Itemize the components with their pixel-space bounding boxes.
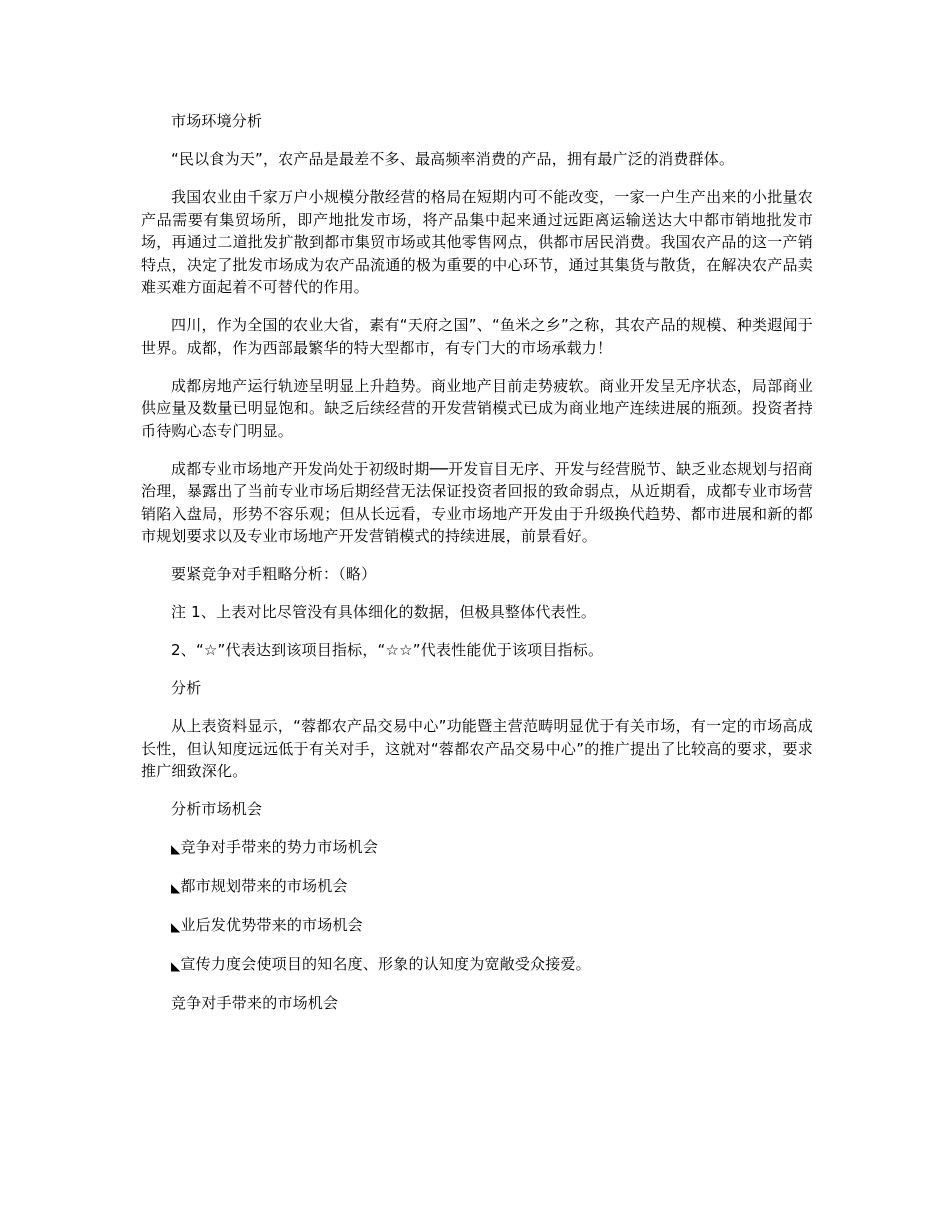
bullet-item <box>141 914 813 938</box>
bullet-item <box>141 836 813 860</box>
bullet-text: 宣传力度会使项目的知名度、形象的认知度为宽敞受众接爱。 <box>180 955 591 973</box>
bullet-text: 都市规划带来的市场机会 <box>180 877 348 895</box>
body-paragraph: 从上表资料显示，“蓉都农产品交易中心”功能暨主营范畴明显优于有关市场，有一定的市场高成长性，但认知度远远低于有关对手，这就对“蓉都农产品交易中心”的推广提出了比较高的要求，要求推广细致深化。 <box>141 717 813 780</box>
section-heading: 竞争对手带来的市场机会 <box>171 994 339 1012</box>
section-heading: 分析 <box>171 679 202 697</box>
bullet-text: 竞争对手带来的势力市场机会 <box>180 838 379 856</box>
body-paragraph: 成都房地产运行轨迹呈明显上升趋势。商业地产目前走势疲软。商业开发呈无序状态，局部商业供应量及数量已明显饱和。缺乏后续经营的开发营销模式已成为商业地产连续进展的瓶颈。投资者持币待购心态专门明显。 <box>141 376 813 440</box>
body-paragraph: 注 1、上表对比尽管没有具体细化的数据，但极具整体代表性。 <box>171 603 597 621</box>
body-paragraph: 要紧竞争对手粗略分析：（略） <box>171 565 377 583</box>
section-heading: 分析市场机会 <box>171 800 263 818</box>
triangle-bullet-icon: ◣ <box>171 881 181 895</box>
triangle-bullet-icon: ◣ <box>171 959 181 973</box>
triangle-bullet-icon: ◣ <box>171 842 181 856</box>
triangle-bullet-icon: ◣ <box>171 920 181 934</box>
body-paragraph: “民以食为天”，农产品是最差不多、最高频率消费的产品，拥有最广泛的消费群体。 <box>171 150 735 168</box>
body-paragraph: 成都专业市场地产开发尚处于初级时期──开发盲目无序、开发与经营脱节、缺乏业态规划与招商治理，暴露出了当前专业市场后期经营无法保证投资者回报的致命弱点，从近期看，成都专业市场营销陷入盘局，形势不容乐观；但从长远看，专业市场地产开发由于升级换代趋势、都市进展和新的都市规划要求以及专业市场地产开发营销模式的持续进展，前景看好。 <box>141 459 813 545</box>
bullet-text: 业后发优势带来的市场机会 <box>180 916 363 934</box>
bullet-item <box>141 953 813 977</box>
bullet-item <box>141 875 813 899</box>
document-page <box>141 110 813 1030</box>
body-paragraph: 我国农业由千家万户小规模分散经营的格局在短期内可不能改变，一家一户生产出来的小批量农产品需要有集贸场所，即产地批发市场，将产品集中起来通过远距离运输送达大中都市销地批发市场，再通过二道批发扩散到都市集贸市场或其他零售网点，供都市居民消费。我国农产品的这一产销特点，决定了批发市场成为农产品流通的极为重要的中心环节，通过其集货与散货，在解决农产品卖难买难方面起着不可替代的作用。 <box>141 188 813 296</box>
body-paragraph: 2、“☆”代表达到该项目指标，“☆☆”代表性能优于该项目指标。 <box>171 641 604 659</box>
section-heading: 市场环境分析 <box>171 112 263 130</box>
body-paragraph: 四川，作为全国的农业大省，素有“天府之国”、“鱼米之乡”之称，其农产品的规模、种类遐闻于世界。成都，作为西部最繁华的特大型都市，有专门大的市场承载力！ <box>141 316 813 357</box>
